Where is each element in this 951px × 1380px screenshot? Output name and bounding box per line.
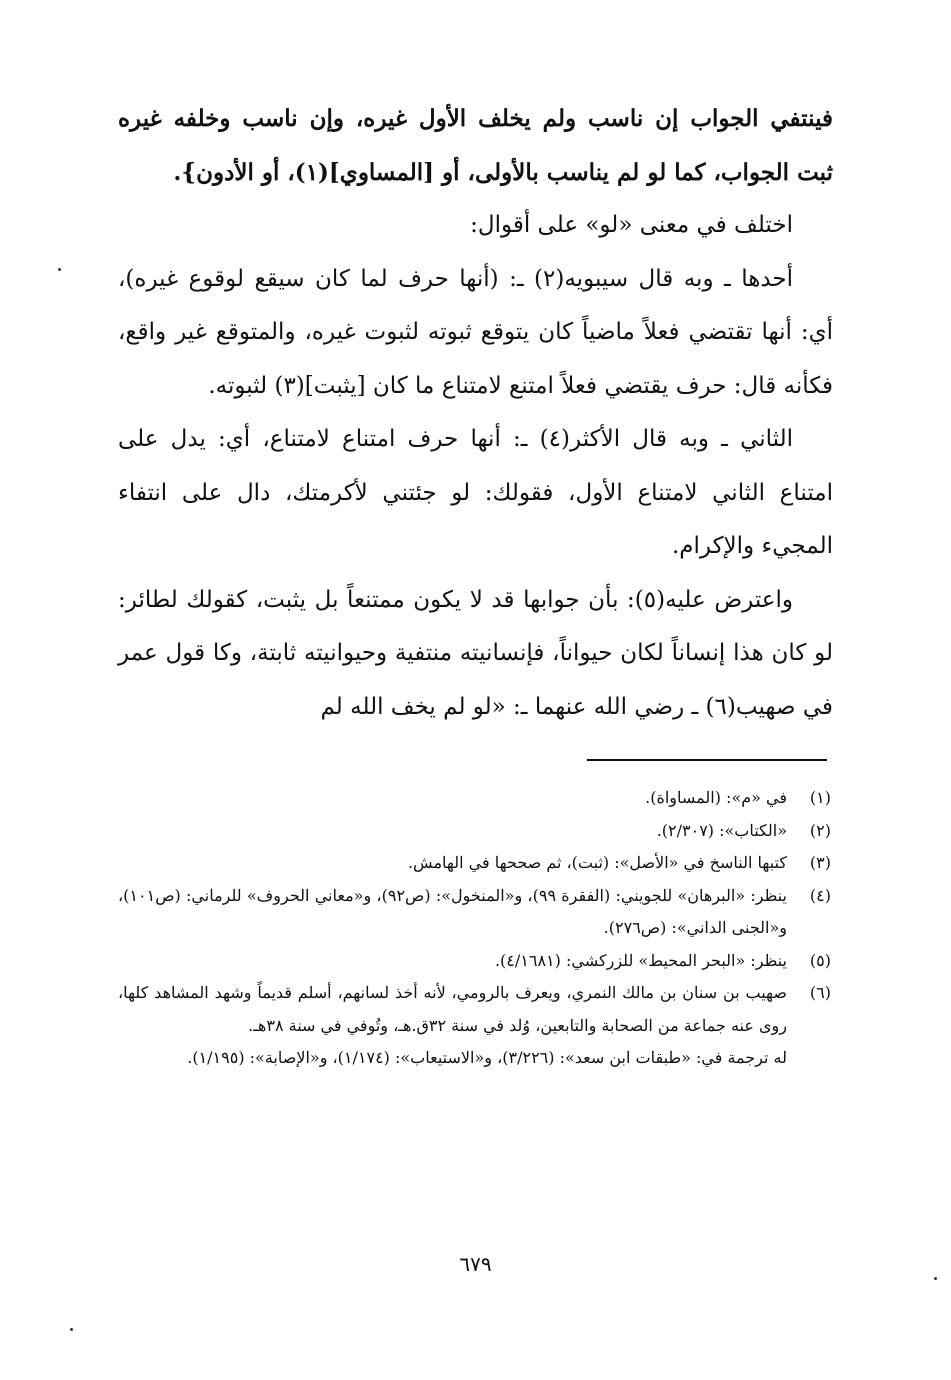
page-number: ٦٧٩: [459, 1252, 492, 1276]
footnote-text: ينظر: «البرهان» للجويني: (الفقرة ٩٩)، و«المنخول»: (ص٩٢)، و«معاني الحروف» للرماني: (ص١٠١)، و«الجنى الداني»: (ص٢٧٦).: [118, 885, 787, 937]
footnote-number: (٦): [809, 983, 831, 1002]
footnote-number: (٥): [809, 950, 831, 970]
footnote-6: [118, 977, 831, 1042]
footnote-number: (٤): [809, 885, 831, 905]
footnote-number: (٣): [809, 853, 831, 872]
footnote-text: في «م»: (المساواة).: [645, 788, 787, 807]
paragraph-second-opinion: الثاني ـ وبه قال الأكثر(٤) ـ: أنها حرف امتناع لامتناع، أي: يدل على امتناع الثاني لامتناع الأول، فقولك: لو جئتني لأكرمتك، دال على انتفاء المجيء والإكرام.: [118, 426, 833, 559]
paragraph-intro: اختلف في معنى «لو» على أقوال:: [470, 212, 793, 238]
footnote-text: كتبها الناسخ في «الأصل»: (ثبت)، ثم صححها في الهامش.: [407, 853, 787, 872]
scan-speck: [70, 1328, 73, 1331]
footnote-number: (١): [809, 788, 831, 807]
footnote-text: ينظر: «البحر المحيط» للزركشي: (٤/١٦٨١).: [494, 950, 787, 970]
scan-speck: [934, 1277, 937, 1280]
paragraph-first-opinion: أحدها ـ وبه قال سيبويه(٢) ـ: (أنها حرف لما كان سيقع لوقوع غيره)، أي: أنها تقتضي فعلاً ماضياً كان يتوقع ثبوته لثبوت غيره، والمتوقع غير واقع، فكأنه قال: حرف يقتضي فعلاً امتنع لامتناع ما كان [يثبت](٣) لثبوته.: [118, 265, 833, 399]
footnote-3: [118, 847, 831, 880]
footnote-1: [118, 782, 831, 815]
footnotes: [118, 782, 831, 1075]
footnote-4: [118, 880, 831, 945]
footnote-divider: [587, 759, 827, 761]
footnote-5: [118, 945, 831, 978]
paragraph-objection: واعترض عليه(٥): بأن جوابها قد لا يكون ممتنعاً بل يثبت، كقولك لطائر: لو كان هذا إنساناً لكان حيواناً، فإنسانيته منتفية وحيوانيته ثابتة، وكا قول عمر في صهيب(٦) ـ رضي الله عنهما ـ: «لو لم يخف الله لم: [118, 586, 833, 720]
footnote-2: [118, 815, 831, 848]
footnote-text: صهيب بن سنان بن مالك النمري، ويعرف بالرومي، لأنه أخذ لسانهم، أسلم قديماً وشهد المشاهد كلها، روى عنه جماعة من الصحابة والتابعين، وُلد في سنة ٣٢ق.هـ، وتُوفي في سنة ٣٨هـ.: [118, 983, 787, 1035]
footnote-6-biography-sources: له ترجمة في: «طبقات ابن سعد»: (٣/٢٢٦)، و«الاستيعاب»: (١/١٧٤)، و«الإصابة»: (١/١٩٥).: [187, 1048, 787, 1067]
footnote-text: «الكتاب»: (٢/٣٠٧).: [656, 820, 787, 840]
paragraph-continuation: فينتفي الجواب إن ناسب ولم يخلف الأول غيره، وإن ناسب وخلفه غيره ثبت الجواب، كما لو لم يناسب بالأولى، أو [المساوي](١)، أو الأدون}.: [118, 105, 833, 186]
main-text-body: [118, 92, 833, 734]
footnote-number: (٢): [809, 820, 831, 840]
scan-speck: [58, 268, 61, 271]
